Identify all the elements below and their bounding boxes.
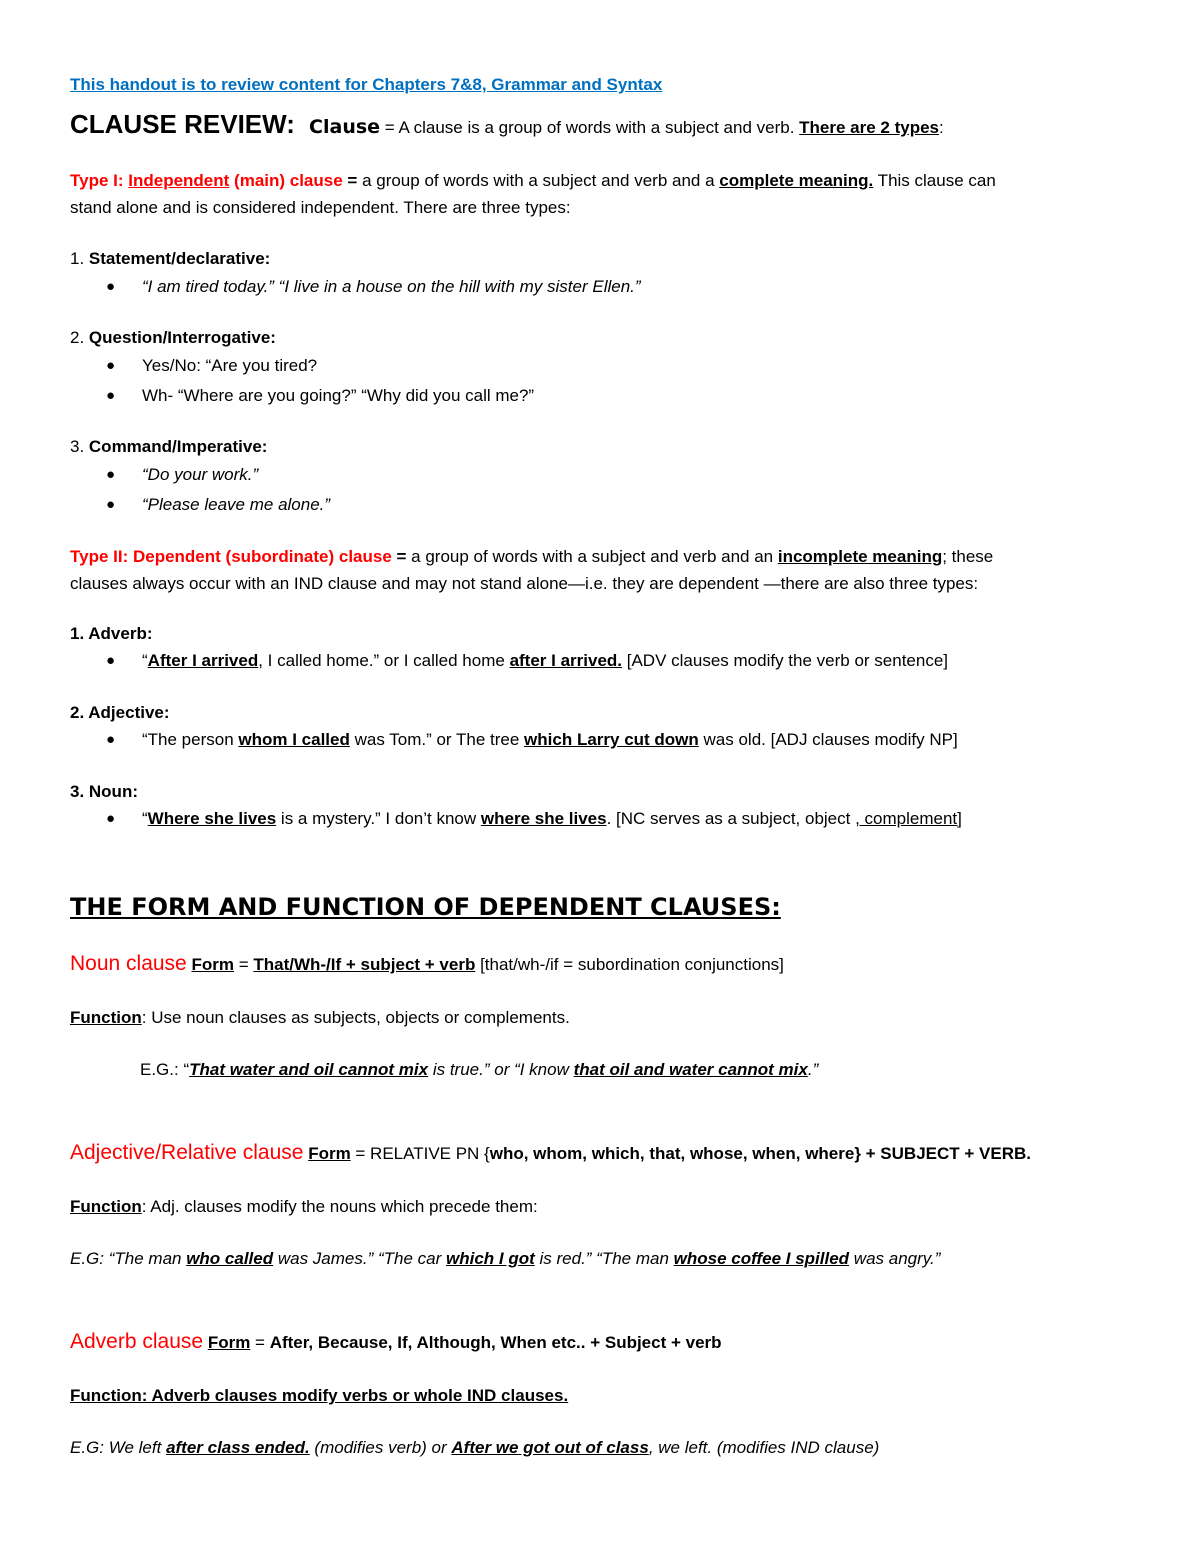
noun-clause-1: Where she lives <box>147 809 277 828</box>
type1-line <box>70 170 996 192</box>
noun-eg-text-1: is true.” or “I know <box>428 1060 574 1079</box>
adverb-clause-eq: = <box>250 1333 270 1352</box>
adjective-title: 2. Adjective: <box>70 703 170 722</box>
statement-example: “I am tired today.” “I live in a house on the hill with my sister Ellen.” <box>142 277 641 296</box>
adjective-note: was old. [ADJ clauses modify NP] <box>698 730 958 749</box>
question-yesno: Yes/No: “Are you tired? <box>142 356 318 375</box>
adverb-eg-clause-1: after class ended. <box>166 1438 310 1457</box>
adverb-clause-1: After I arrived <box>147 651 259 670</box>
command-example-1: “Do your work.” <box>142 465 259 484</box>
adjective-eg-clause-2: which I got <box>446 1249 535 1268</box>
clause-term: Clause <box>309 116 381 138</box>
adjective-example <box>142 729 958 751</box>
noun-function-text: : Use noun clauses as subjects, objects or complements. <box>141 1008 570 1027</box>
adjective-clause-line <box>70 1140 1031 1167</box>
adverb-eg-text-1: (modifies verb) or <box>309 1438 452 1457</box>
noun-clause-function <box>70 1007 570 1029</box>
adjective-eg-text-1: was James.” “The car <box>273 1249 446 1268</box>
type1-main: (main) clause <box>229 171 343 190</box>
noun-eg-text-2: .” <box>807 1060 819 1079</box>
adjective-clause-eq: = RELATIVE PN { <box>350 1144 490 1163</box>
clause-review-line <box>70 108 944 144</box>
question-label: Question/Interrogative: <box>88 328 276 347</box>
adverb-clause-formula: After, Because, If, Although, When etc.. + Subject + verb <box>269 1333 722 1352</box>
noun-example <box>142 808 962 830</box>
noun-quote: “ <box>142 809 148 828</box>
statement-label: Statement/declarative: <box>88 249 271 268</box>
command-num: 3. <box>70 437 89 456</box>
adjective-function-label: Function <box>70 1197 142 1216</box>
noun-eg-clause-2: that oil and water cannot mix <box>573 1060 808 1079</box>
adjective-eg: E.G: “The man <box>70 1249 187 1268</box>
adjective-eg-clause-3: whose coffee I spilled <box>673 1249 850 1268</box>
adjective-clause-1: whom I called <box>238 730 350 749</box>
adjective-clause-function <box>70 1196 538 1218</box>
adverb-clause-example <box>70 1437 879 1459</box>
adjective-text-1: was Tom.” or The tree <box>349 730 525 749</box>
form-function-heading: THE FORM AND FUNCTION OF DEPENDENT CLAUSES: <box>70 893 781 921</box>
type1-def-c: This clause can <box>873 171 996 190</box>
type1-label: Type I: <box>70 171 129 190</box>
adjective-clause-example <box>70 1248 940 1270</box>
adverb-clause-2: after I arrived. <box>509 651 623 670</box>
bullet-icon: ● <box>106 496 116 513</box>
noun-text-2: . [NC serves as a subject, object <box>606 809 856 828</box>
noun-title: 3. Noun: <box>70 782 138 801</box>
noun-clause-name: Noun clause <box>70 952 187 975</box>
type2-line <box>70 546 993 568</box>
type2-incomplete-meaning: incomplete meaning <box>777 547 943 566</box>
intro-line: This handout is to review content for Chapters 7&8, Grammar and Syntax <box>70 75 663 94</box>
statement-num: 1. <box>70 249 89 268</box>
adjective-clause-name: Adjective/Relative clause <box>70 1141 304 1164</box>
bullet-icon: ● <box>106 278 116 295</box>
adverb-title: 1. Adverb: <box>70 624 153 643</box>
adjective-text-0: “The person <box>142 730 239 749</box>
adjective-eg-clause-1: who called <box>186 1249 274 1268</box>
noun-eg: E.G.: “ <box>140 1060 190 1079</box>
noun-clause-2: where she lives <box>480 809 607 828</box>
adverb-note: [ADV clauses modify the verb or sentence] <box>622 651 949 670</box>
question-num: 2. <box>70 328 89 347</box>
adverb-quote: “ <box>142 651 148 670</box>
bullet-icon: ● <box>106 357 116 374</box>
adverb-clause-line <box>70 1329 722 1356</box>
bullet-icon: ● <box>106 652 116 669</box>
noun-clause-example <box>140 1059 818 1081</box>
bullet-icon: ● <box>106 387 116 404</box>
noun-text-1: is a mystery.” I don’t know <box>276 809 481 828</box>
adjective-function-text: : Adj. clauses modify the nouns which precede them: <box>141 1197 538 1216</box>
adjective-eg-text-2: is red.” “The man <box>534 1249 674 1268</box>
type2-line2: clauses always occur with an IND clause and may not stand alone—i.e. they are dependent —there are also three types: <box>70 574 979 593</box>
noun-clause-formula: That/Wh-/If + subject + verb <box>253 955 476 974</box>
noun-eg-clause-1: That water and oil cannot mix <box>189 1060 429 1079</box>
adverb-eg-text-2: , we left. (modifies IND clause) <box>648 1438 880 1457</box>
clause-definition: = A clause is a group of words with a subject and verb. <box>380 118 800 137</box>
command-title <box>70 436 267 458</box>
adverb-eg-clause-2: After we got out of class <box>451 1438 649 1457</box>
adverb-clause-function: Function: Adverb clauses modify verbs or whole IND clauses. <box>70 1386 569 1405</box>
statement-title <box>70 248 270 270</box>
adverb-text-1: , I called home.” or I called home <box>258 651 510 670</box>
adjective-eg-text-3: was angry.” <box>849 1249 941 1268</box>
bullet-icon: ● <box>106 466 116 483</box>
question-title <box>70 327 276 349</box>
bullet-icon: ● <box>106 810 116 827</box>
type1-def-a: a group of words with a subject and verb and a <box>362 171 720 190</box>
type2-label: Type II: Dependent (subordinate) clause <box>70 547 392 566</box>
type1-eq: = <box>342 171 363 190</box>
noun-clause-note: [that/wh-/if = subordination conjunctions] <box>475 955 784 974</box>
noun-complement: , complement] <box>855 809 962 828</box>
adverb-example <box>142 650 948 672</box>
bullet-icon: ● <box>106 731 116 748</box>
type1-independent: Independent <box>128 171 230 190</box>
adverb-eg: E.G: We left <box>70 1438 167 1457</box>
type2-def-c: ; these <box>942 547 994 566</box>
question-wh: Wh- “Where are you going?” “Why did you call me?” <box>142 386 535 405</box>
clause-types: There are 2 types <box>799 118 940 137</box>
type2-def-a: a group of words with a subject and verb and an <box>411 547 778 566</box>
adjective-clause-formula: who, whom, which, that, whose, when, where} + SUBJECT + VERB. <box>489 1144 1031 1163</box>
adjective-clause-2: which Larry cut down <box>524 730 699 749</box>
clause-review-heading: CLAUSE REVIEW: <box>70 109 295 139</box>
adjective-clause-form-label: Form <box>308 1144 351 1163</box>
clause-colon: : <box>939 118 944 137</box>
noun-clause-eq: = <box>233 955 254 974</box>
adverb-clause-form-label: Form <box>207 1333 251 1352</box>
type1-line2: stand alone and is considered independent. There are three types: <box>70 198 571 217</box>
command-example-2: “Please leave me alone.” <box>142 495 331 514</box>
type2-eq: = <box>391 547 412 566</box>
type1-complete-meaning: complete meaning. <box>719 171 874 190</box>
noun-clause-form-label: Form <box>191 955 234 974</box>
noun-clause-line <box>70 951 784 978</box>
adverb-clause-name: Adverb clause <box>70 1330 204 1353</box>
command-label: Command/Imperative: <box>88 437 268 456</box>
noun-function-label: Function <box>70 1008 142 1027</box>
